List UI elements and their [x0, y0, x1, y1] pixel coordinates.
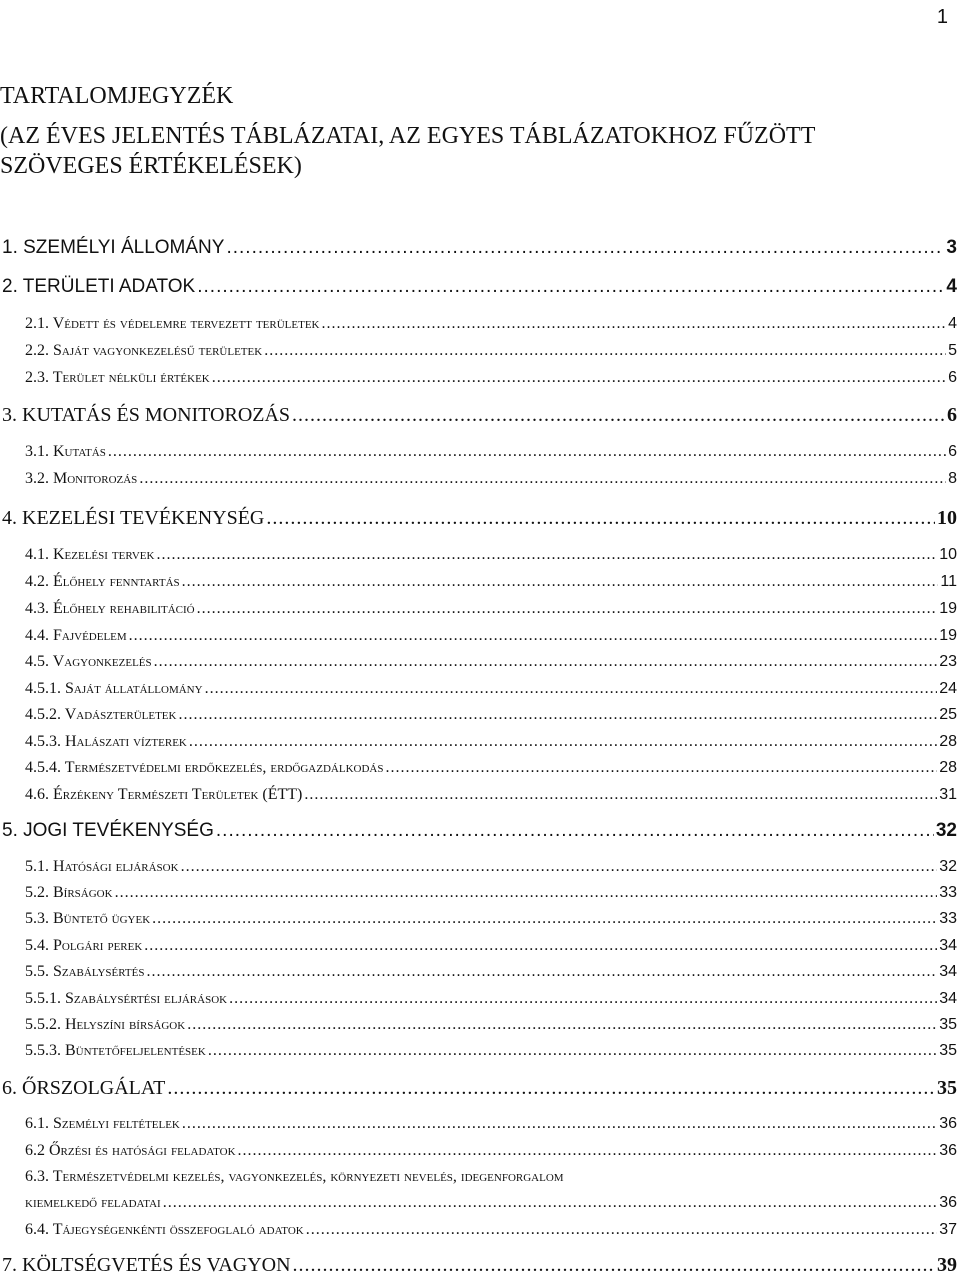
toc-entry-label: 2. TERÜLETI ADATOK [2, 276, 196, 297]
toc-entry[interactable] [25, 759, 957, 777]
toc-entry-label: 7. KÖLTSÉGVETÉS ÉS VAGYON [2, 1254, 291, 1276]
leader-dots [163, 1194, 937, 1212]
toc-entry-label: 5.5.2. Helyszíni bírságok [25, 1016, 186, 1033]
toc-entry[interactable] [25, 1115, 957, 1133]
toc-entry-label: 3. KUTATÁS ÉS MONITOROZÁS [2, 404, 291, 426]
toc-entry[interactable] [2, 507, 957, 530]
toc-entry[interactable] [25, 963, 957, 981]
toc-entry-page: 10 [939, 546, 957, 563]
leader-dots [205, 680, 938, 698]
leader-dots [178, 706, 937, 724]
toc-entry-page: 39 [937, 1254, 957, 1276]
toc-entry-label: 4.1. Kezelési tervek [25, 546, 155, 563]
toc-entry-label: 4.2. Élőhely fenntartás [25, 573, 180, 590]
toc-entry-page: 3 [946, 237, 957, 258]
toc-entry[interactable] [25, 470, 957, 488]
leader-dots [292, 404, 945, 427]
toc-entry-page: 19 [939, 627, 957, 644]
toc-entry[interactable] [2, 820, 957, 842]
toc-entry[interactable] [25, 680, 957, 698]
leader-dots [189, 733, 937, 751]
toc-entry[interactable] [25, 1042, 957, 1060]
toc-entry[interactable] [25, 937, 957, 955]
toc-entry-page: 36 [939, 1142, 957, 1159]
toc-entry-label: 5.5. Szabálysértés [25, 963, 145, 980]
toc-entry-page: 6 [948, 369, 957, 386]
leader-dots [197, 276, 944, 298]
toc-entry-label: 4.5.4. Természetvédelmi erdőkezelés, erdőgazdálkodás [25, 759, 384, 776]
toc-entry-label: kiemelkedő feladatai [25, 1194, 161, 1211]
leader-dots [385, 759, 937, 777]
leader-dots [293, 1254, 935, 1277]
leader-dots [154, 653, 938, 671]
leader-dots [264, 342, 946, 360]
toc-entry-page: 37 [939, 1221, 957, 1238]
toc-entry-label: 2.2. Saját vagyonkezelésű területek [25, 342, 263, 359]
toc-entry-label: 4.5. Vagyonkezelés [25, 653, 152, 670]
toc-entry[interactable] [25, 1142, 957, 1160]
toc-entry-page: 35 [939, 1016, 957, 1033]
toc-entry[interactable] [25, 706, 957, 724]
toc-entry-page: 5 [948, 342, 957, 359]
toc-entry-page: 32 [935, 820, 957, 841]
toc-entry-page: 25 [939, 706, 957, 723]
toc-entry[interactable] [25, 600, 957, 618]
toc-entry[interactable] [2, 404, 957, 427]
toc-subtitle-line-2: SZÖVEGES ÉRTÉKELÉSEK) [0, 153, 302, 179]
toc-entry-page: 4 [948, 315, 957, 332]
toc-entry-page: 31 [939, 786, 957, 803]
toc-entry[interactable] [2, 1077, 957, 1100]
leader-dots [146, 963, 937, 981]
leader-dots [304, 786, 937, 804]
toc-entry-label: 4.5.2. Vadászterületek [25, 706, 177, 723]
toc-entry[interactable] [25, 910, 957, 928]
toc-entry[interactable] [25, 653, 957, 671]
leader-dots [181, 858, 938, 876]
toc-entry[interactable] [25, 733, 957, 751]
leader-dots [182, 573, 939, 591]
leader-dots [187, 1016, 937, 1034]
toc-title: TARTALOMJEGYZÉK [0, 83, 234, 109]
toc-entry-label: 5.5.1. Szabálysértési eljárások [25, 990, 228, 1007]
toc-entry[interactable] [25, 342, 957, 360]
toc-entry-page: 24 [939, 680, 957, 697]
toc-entry[interactable] [25, 627, 957, 645]
toc-entry-label: 4.5.3. Halászati vízterek [25, 733, 187, 750]
toc-entry-label: 1. SZEMÉLYI ÁLLOMÁNY [2, 237, 225, 258]
toc-entry-label: 5.1. Hatósági eljárások [25, 858, 179, 875]
toc-entry[interactable] [25, 990, 957, 1008]
leader-dots [139, 470, 946, 488]
toc-entry[interactable] [25, 546, 957, 564]
toc-entry-label: 5.3. Büntető ügyek [25, 910, 151, 927]
toc-entry-page: 28 [939, 733, 957, 750]
toc-entry-page: 10 [937, 507, 957, 529]
toc-entry-page: 33 [939, 910, 957, 927]
toc-entry[interactable] [2, 1254, 957, 1277]
toc-entry[interactable] [2, 237, 957, 259]
toc-entry[interactable] [25, 1194, 957, 1212]
leader-dots [129, 627, 938, 645]
leader-dots [226, 237, 944, 259]
leader-dots [266, 507, 935, 530]
leader-dots [152, 910, 937, 928]
toc-entry-label: 4.6. Érzékeny Természeti Területek (ÉTT) [25, 786, 303, 803]
toc-entry-label: 4.3. Élőhely rehabilitáció [25, 600, 195, 617]
toc-entry-page: 4 [946, 276, 957, 297]
toc-subtitle-line-1: (AZ ÉVES JELENTÉS TÁBLÁZATAI, AZ EGYES TÁBLÁZATOKHOZ FŰZÖTT [0, 123, 816, 149]
toc-entry-page: 19 [939, 600, 957, 617]
toc-entry-label: 2.3. Terület nélküli értékek [25, 369, 210, 386]
leader-dots [182, 1115, 937, 1133]
leader-dots [144, 937, 937, 955]
toc-entry-page: 34 [939, 937, 957, 954]
toc-entry-label: 4. KEZELÉSI TEVÉKENYSÉG [2, 507, 265, 529]
toc-entry-page: 35 [939, 1042, 957, 1059]
toc-entry[interactable] [25, 573, 957, 591]
toc-entry-label: 6.2 Őrzési és hatósági feladatok [25, 1142, 236, 1159]
toc-entry-label: 5.5.3. Büntetőfeljelentések [25, 1042, 206, 1059]
toc-entry-label: 4.5.1. Saját állatállomány [25, 680, 203, 697]
toc-entry-label: 5. JOGI TEVÉKENYSÉG [2, 820, 214, 841]
toc-entry[interactable] [25, 315, 957, 333]
toc-entry-page: 35 [937, 1077, 957, 1099]
toc-entry-label: 6.4. Tájegységenkénti összefoglaló adatok [25, 1221, 304, 1238]
toc-entry[interactable] [25, 443, 957, 461]
leader-dots [167, 1077, 935, 1100]
leader-dots [306, 1221, 937, 1239]
toc-entry-label: 4.4. Fajvédelem [25, 627, 127, 644]
page-number: 1 [936, 6, 948, 28]
toc-entry[interactable] [25, 1221, 957, 1239]
toc-entry[interactable] [25, 858, 957, 876]
leader-dots [322, 315, 947, 333]
toc-entry[interactable] [2, 276, 957, 298]
toc-entry-label: 5.2. Bírságok [25, 884, 113, 901]
leader-dots [238, 1142, 938, 1160]
toc-entry-page: 28 [939, 759, 957, 776]
toc-entry-page: 6 [948, 443, 957, 460]
toc-entry-page: 32 [939, 858, 957, 875]
toc-entry-page: 11 [940, 573, 957, 590]
leader-dots [108, 443, 946, 461]
toc-entry-label: 3.1. Kutatás [25, 443, 106, 460]
leader-dots [208, 1042, 937, 1060]
toc-entry-page: 23 [939, 653, 957, 670]
toc-entry[interactable] [25, 369, 957, 387]
toc-entry-page: 6 [947, 404, 957, 426]
leader-dots [216, 820, 934, 842]
toc-entry-label: 3.2. Monitorozás [25, 470, 138, 487]
leader-dots [115, 884, 938, 902]
leader-dots [212, 369, 946, 387]
toc-entry-page: 33 [939, 884, 957, 901]
toc-entry-page: 34 [939, 963, 957, 980]
leader-dots [156, 546, 937, 564]
toc-entry-page: 36 [939, 1194, 957, 1211]
leader-dots [229, 990, 937, 1008]
toc-entry[interactable] [25, 1016, 957, 1034]
toc-entry-label: 6. ŐRSZOLGÁLAT [2, 1077, 166, 1099]
toc-entry-page: 34 [939, 990, 957, 1007]
toc-entry[interactable] [25, 786, 957, 804]
toc-entry-label: 5.4. Polgári perek [25, 937, 143, 954]
leader-dots [197, 600, 938, 618]
toc-entry-label: 2.1. Védett és védelemre tervezett területek [25, 315, 320, 332]
toc-entry-page: 36 [939, 1115, 957, 1132]
toc-entry-page: 8 [948, 470, 957, 487]
toc-entry[interactable] [25, 884, 957, 902]
toc-entry-label-line-1[interactable]: 6.3. Természetvédelmi kezelés, vagyonkezelés, környezeti nevelés, idegenforgalom [25, 1168, 564, 1185]
toc-entry-label: 6.1. Személyi feltételek [25, 1115, 180, 1132]
